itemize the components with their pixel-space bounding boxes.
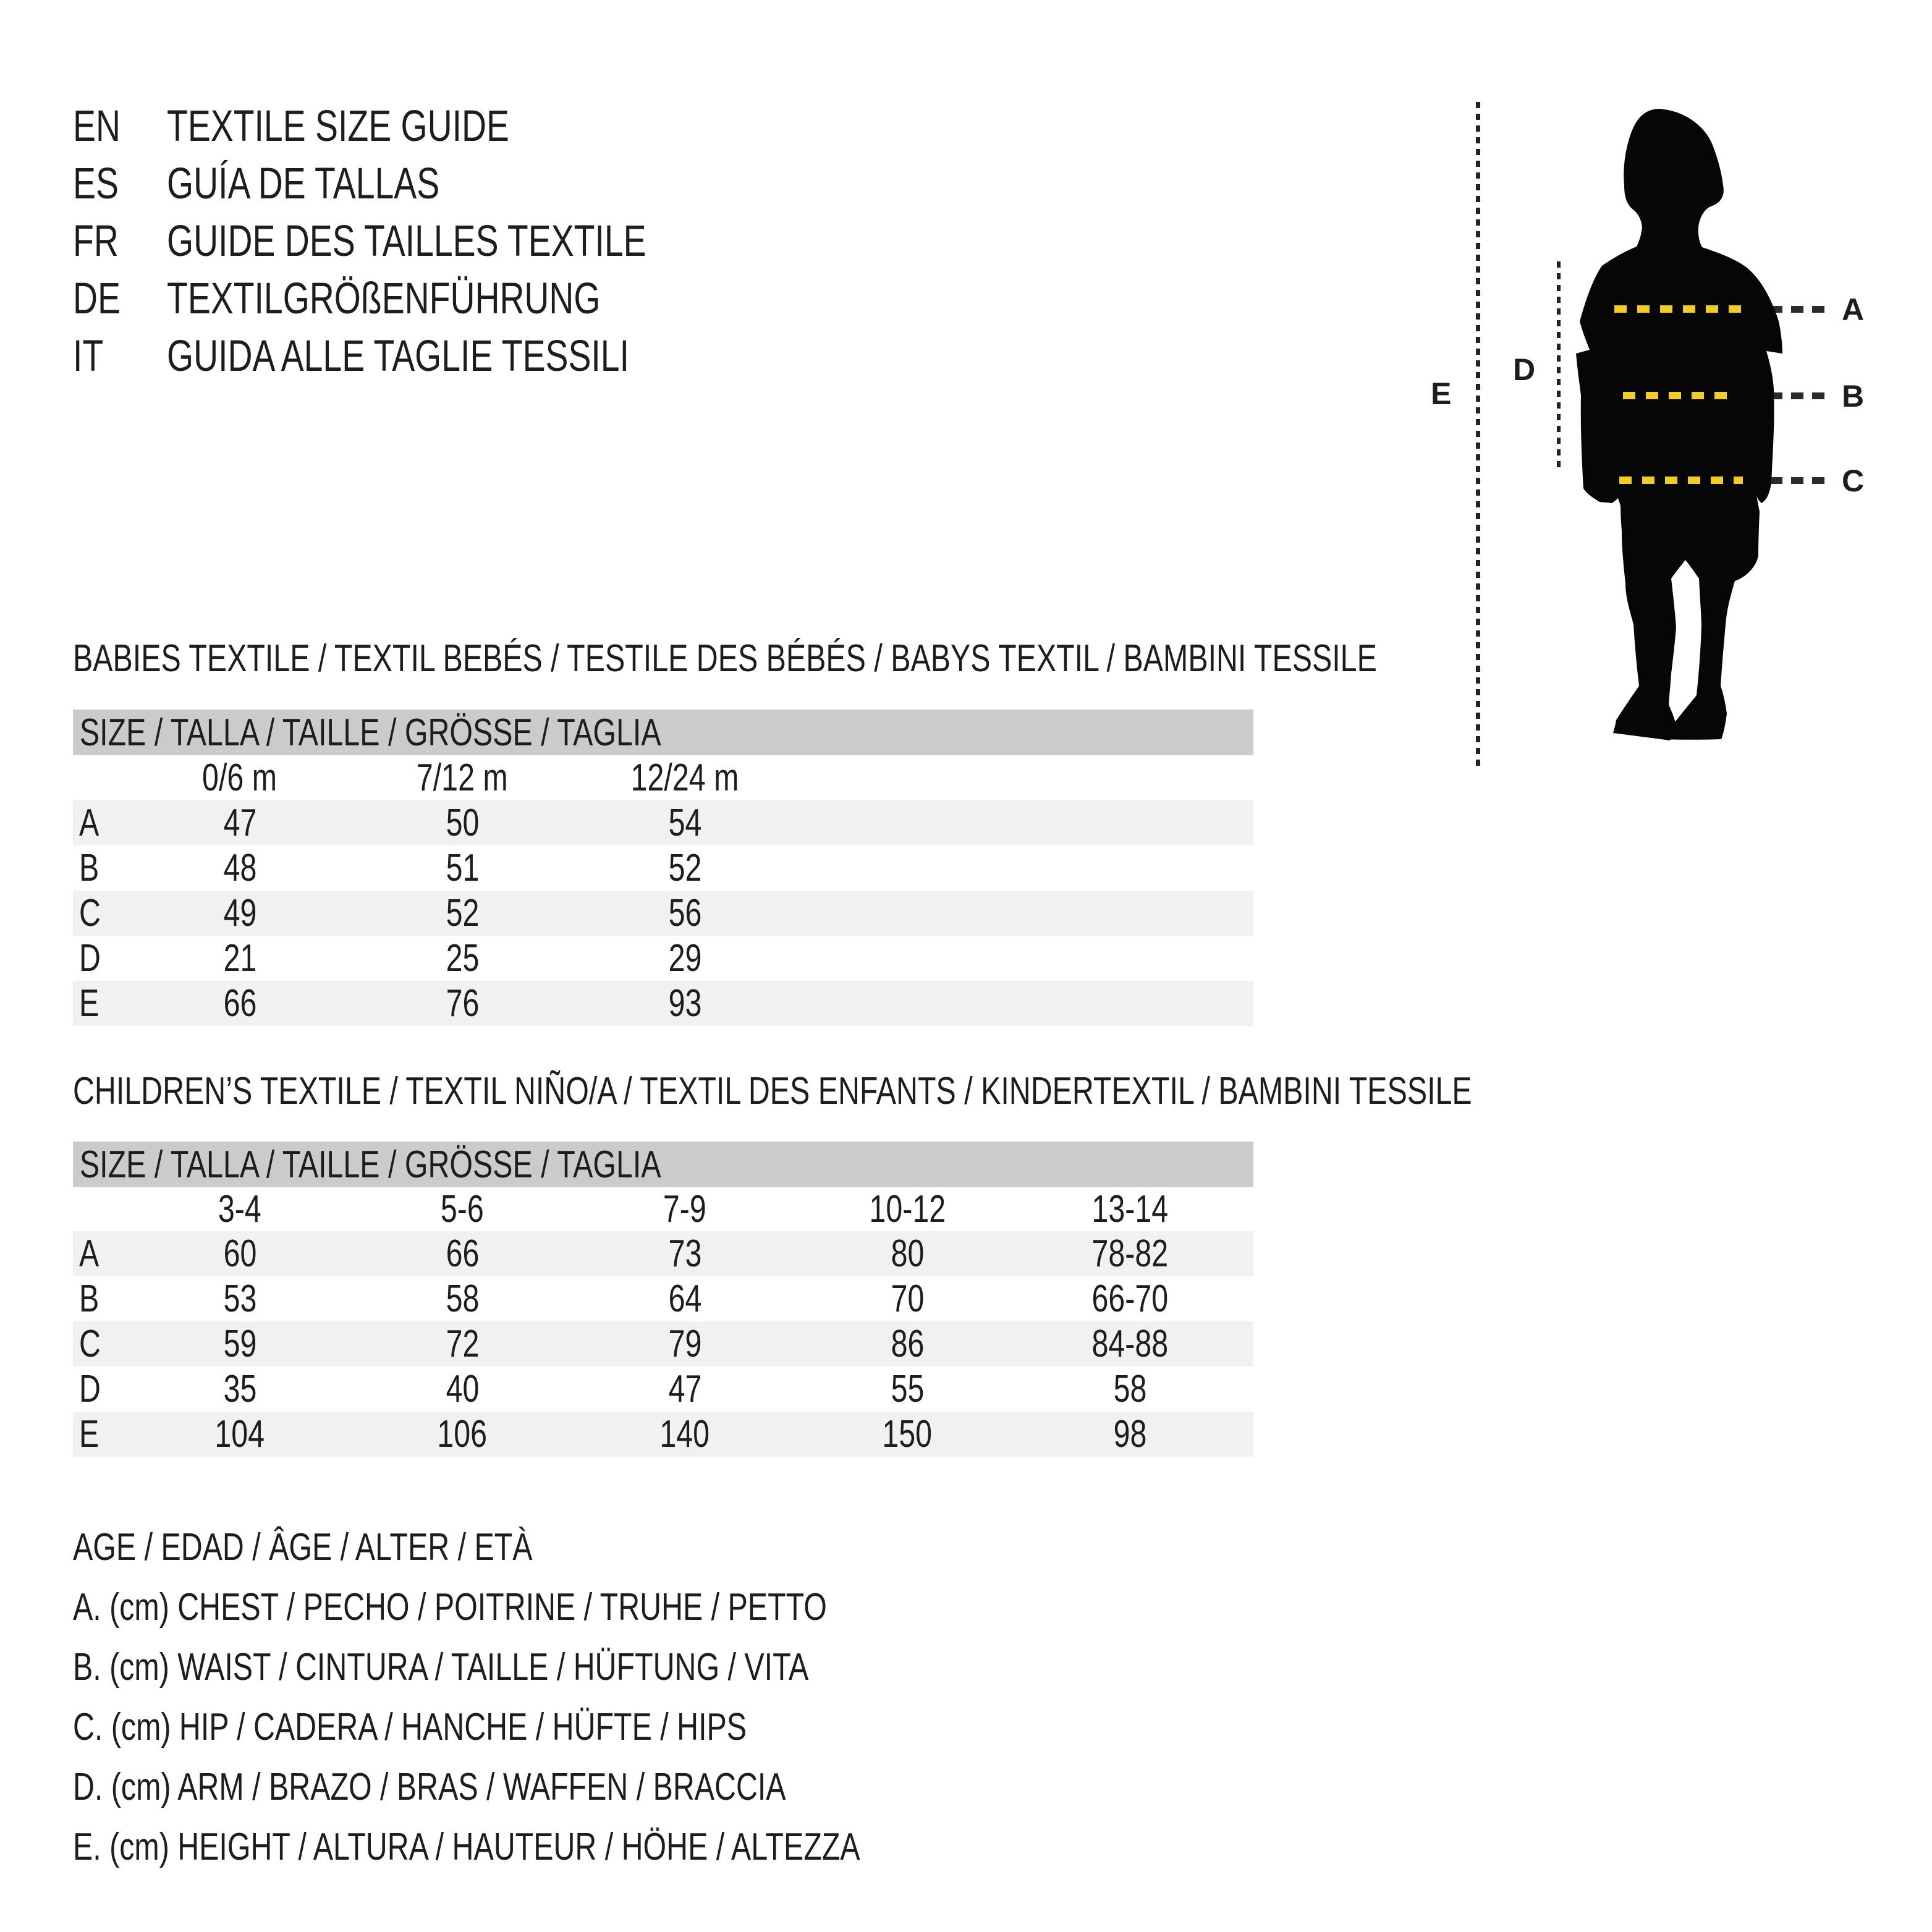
babies-col-1: 7/12 m (417, 756, 508, 799)
children-col-0: 3-4 (218, 1188, 261, 1231)
babies-row-A: A 47 50 54 (73, 800, 1253, 845)
babies-size-header-label: SIZE / TALLA / TAILLE / GRÖSSE / TAGLIA (79, 711, 661, 754)
children-row-B: B 53 58 64 70 66-70 (79, 1277, 1168, 1320)
legend-height: E. (cm) HEIGHT / ALTURA / HAUTEUR / HÖHE / ALTEZZA (73, 1826, 860, 1868)
children-col-2: 7-9 (663, 1188, 706, 1231)
lang-code-de: DE (73, 274, 121, 323)
lang-row-de (73, 270, 781, 328)
lang-row-en (73, 98, 781, 155)
children-section-heading: CHILDREN’S TEXTILE / TEXTIL NIÑO/A / TEXTIL DES ENFANTS / KINDERTEXTIL / BAMBINI TESSILE (73, 1070, 1472, 1112)
figure-label-chest: A (1842, 292, 1865, 327)
lang-code-en: EN (73, 102, 121, 151)
babies-column-header-row (73, 755, 1253, 800)
babies-table-header-bar (73, 710, 1253, 755)
children-row-A: A 60 66 73 80 78-82 (73, 1231, 1253, 1276)
figure-label-waist: B (1842, 379, 1865, 413)
babies-row-C: C 49 52 56 (73, 891, 1253, 936)
babies-col-2: 12/24 m (630, 756, 739, 799)
lang-row-it (73, 328, 781, 385)
babies-row-D: D 21 25 29 (79, 937, 701, 980)
children-column-header-row (73, 1187, 1253, 1231)
legend-arm: D. (cm) ARM / BRAZO / BRAS / WAFFEN / BRACCIA (73, 1766, 786, 1808)
children-table-header-bar (73, 1142, 1253, 1187)
legend-age: AGE / EDAD / ÂGE / ALTER / ETÀ (73, 1526, 533, 1569)
lang-title-de: TEXTILGRÖßENFÜHRUNG (167, 274, 601, 323)
lang-title-es: GUÍA DE TALLAS (167, 159, 440, 208)
lang-code-it: IT (73, 332, 104, 381)
figure-label-hip: C (1842, 464, 1865, 498)
babies-section-heading: BABIES TEXTILE / TEXTIL BEBÉS / TESTILE DES BÉBÉS / BABYS TEXTIL / BAMBINI TESSILE (73, 637, 1377, 680)
legend-hip: C. (cm) HIP / CADERA / HANCHE / HÜFTE / HIPS (73, 1706, 747, 1748)
children-col-1: 5-6 (441, 1188, 484, 1231)
children-size-header-label: SIZE / TALLA / TAILLE / GRÖSSE / TAGLIA (79, 1143, 661, 1186)
lang-title-en: TEXTILE SIZE GUIDE (167, 102, 509, 151)
lang-title-fr: GUIDE DES TAILLES TEXTILE (167, 217, 646, 266)
figure-label-arm: D (1513, 352, 1536, 387)
lang-code-fr: FR (73, 217, 119, 266)
measurement-legend (73, 1517, 1082, 1877)
children-row-E: E 104 106 140 150 98 (73, 1412, 1253, 1457)
children-size-table (73, 1142, 1253, 1457)
children-row-C: C 59 72 79 86 84-88 (73, 1321, 1253, 1366)
children-row-D: D 35 40 47 55 58 (79, 1368, 1146, 1410)
children-col-4: 13-14 (1091, 1188, 1168, 1231)
arm-guide-line-D (1557, 261, 1561, 470)
legend-waist: B. (cm) WAIST / CINTURA / TAILLE / HÜFTUNG / VITA (73, 1646, 809, 1688)
lang-code-es: ES (73, 159, 119, 208)
chest-measure-line (1614, 305, 1742, 313)
babies-size-table (73, 710, 1253, 1026)
children-col-3: 10-12 (869, 1188, 946, 1231)
hip-measure-line (1619, 477, 1743, 484)
babies-row-B: B 48 51 52 (79, 847, 701, 889)
waist-measure-line (1623, 392, 1737, 399)
babies-row-E: E 66 76 93 (73, 981, 1253, 1026)
legend-chest: A. (cm) CHEST / PECHO / POITRINE / TRUHE / PETTO (73, 1586, 827, 1629)
lang-row-es (73, 155, 781, 213)
child-silhouette-icon (1570, 99, 1792, 773)
figure-label-height: E (1431, 376, 1452, 411)
lang-row-fr (73, 213, 781, 270)
lang-title-it: GUIDA ALLE TAGLIE TESSILI (167, 332, 629, 381)
babies-col-0: 0/6 m (202, 756, 278, 799)
language-title-list (73, 98, 781, 385)
